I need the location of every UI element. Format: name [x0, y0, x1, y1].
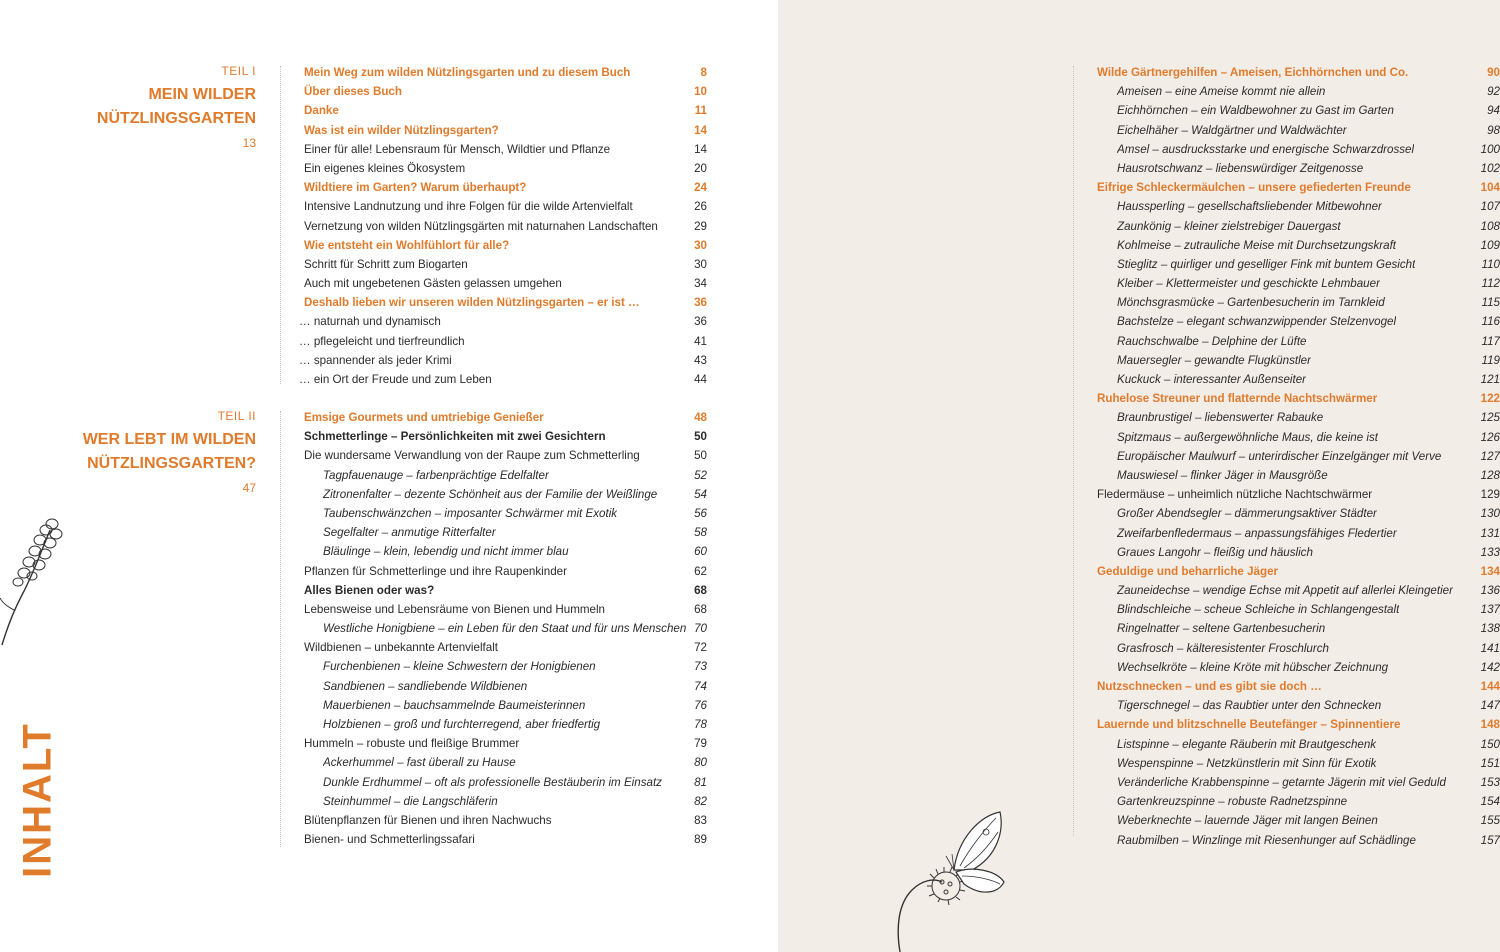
toc-entry-title: Was ist ein wilder Nützlingsgarten? [304, 123, 499, 137]
toc-entry [1097, 543, 1500, 562]
toc-entry [1097, 351, 1500, 370]
toc-entry-page: 102 [1480, 161, 1500, 175]
toc-entry-page: 62 [694, 564, 707, 578]
toc-entry-page: 81 [694, 775, 707, 789]
toc-entry [304, 773, 707, 792]
toc-entry-title: Stieglitz – quirliger und geselliger Fink mit buntem Gesicht [1117, 257, 1416, 271]
toc-entry-title: Mauswiesel – flinker Jäger in Mausgröße [1117, 468, 1328, 482]
toc-entry-page: 107 [1480, 200, 1500, 214]
toc-entry-title: Sandbienen – sandliebende Wildbienen [323, 679, 528, 693]
toc-entry [304, 236, 707, 255]
lupine-illustration-icon [0, 510, 70, 650]
divider-line [280, 66, 281, 384]
toc-entry [304, 274, 707, 293]
toc-entry-title: Hausrotschwanz – liebenswürdiger Zeitgenosse [1117, 161, 1364, 175]
toc-entry-page: 14 [694, 123, 707, 137]
toc-entry [304, 427, 707, 446]
toc-entry-title: Pflanzen für Schmetterlinge und ihre Raupenkinder [304, 564, 567, 578]
toc-entry-page: 133 [1480, 545, 1500, 559]
toc-entry-title: Zweifarbenfledermaus – anpassungsfähiges Fledertier [1117, 526, 1397, 540]
toc-entry [304, 811, 707, 830]
toc-entry-page: 121 [1480, 373, 1500, 386]
toc-entry-title: Kohlmeise – zutrauliche Meise mit Durchsetzungskraft [1117, 238, 1397, 252]
toc-entry [1097, 639, 1500, 658]
toc-entry [304, 217, 707, 236]
toc-entry-title: Zaunkönig – kleiner zielstrebiger Dauergast [1117, 219, 1341, 233]
toc-entry [1097, 370, 1500, 389]
toc-entry-page: 104 [1480, 181, 1500, 195]
toc-entry-page: 94 [1487, 104, 1500, 118]
part-2-heading [83, 409, 256, 495]
toc-entry [304, 830, 707, 849]
toc-entry [304, 466, 707, 485]
toc-entry [304, 677, 707, 696]
toc-entry-title: Graues Langohr – fleißig und häuslich [1117, 545, 1313, 559]
toc-entry-page: 131 [1480, 526, 1500, 540]
toc-entry-title: Wie entsteht ein Wohlfühlort für alle? [304, 238, 510, 252]
toc-entry [1097, 562, 1500, 581]
toc-entry-page: 68 [694, 583, 707, 597]
toc-entry [1097, 217, 1500, 236]
toc-entry-title: Mönchsgrasmücke – Gartenbesucherin im Tarnkleid [1117, 296, 1385, 310]
toc-entry-title: Wilde Gärtnergehilfen – Ameisen, Eichhörnchen und Co. [1097, 66, 1409, 79]
toc-entry-title: Haussperling – gesellschaftsliebender Mitbewohner [1117, 200, 1382, 214]
toc-entry [304, 197, 707, 216]
toc-entry-page: 134 [1480, 564, 1500, 578]
toc-entry-page: 127 [1480, 449, 1500, 463]
toc-entry-title: Kuckuck – interessanter Außenseiter [1117, 373, 1307, 386]
toc-entry [1097, 389, 1500, 408]
toc-entry [304, 523, 707, 542]
toc-entry-page: 76 [694, 698, 707, 712]
toc-entry [304, 82, 707, 101]
toc-part-2 [304, 408, 707, 849]
toc-entry-title: Blütenpflanzen für Bienen und ihren Nachwuchs [304, 813, 552, 827]
toc-entry-title: Holzbienen – groß und furchterregend, aber friedfertig [323, 718, 601, 731]
toc-entry [1097, 428, 1500, 447]
toc-entry-page: 150 [1480, 737, 1500, 751]
inhalt-title: INHALT [15, 722, 60, 878]
toc-entry-title: Listspinne – elegante Räuberin mit Brautgeschenk [1117, 737, 1377, 751]
toc-entry-page: 56 [694, 506, 707, 520]
toc-entry-page: 68 [694, 602, 707, 616]
toc-entry [304, 121, 707, 140]
toc-entry-title: Lauernde und blitzschnelle Beutefänger – Spinnentiere [1097, 718, 1401, 732]
toc-entry-page: 122 [1480, 392, 1500, 406]
toc-entry-title: Bienen- und Schmetterlingssafari [304, 833, 475, 847]
toc-entry [1097, 121, 1500, 140]
toc-entry-title: Amsel – ausdrucksstarke und energische Schwarzdrossel [1117, 142, 1415, 156]
toc-entry-title: Fledermäuse – unheimlich nützliche Nachtschwärmer [1097, 488, 1373, 502]
toc-entry [1097, 236, 1500, 255]
toc-entry-page: 83 [694, 813, 707, 827]
toc-entry [1097, 63, 1500, 82]
toc-entry-title: … pflegeleicht und tierfreundlich [299, 334, 465, 348]
toc-entry [1097, 197, 1500, 216]
toc-entry [304, 63, 707, 82]
toc-entry-title: Großer Abendsegler – dämmerungsaktiver Städter [1117, 507, 1377, 521]
toc-entry [1097, 524, 1500, 543]
toc-entry-page: 36 [694, 315, 707, 329]
toc-entry [304, 504, 707, 523]
toc-entry-title: Rauchschwalbe – Delphine der Lüfte [1117, 334, 1307, 348]
toc-entry-title: Mauerbienen – bauchsammelnde Baumeisterinnen [323, 698, 586, 712]
toc-entry-title: Schmetterlinge – Persönlichkeiten mit zwei Gesichtern [304, 430, 606, 444]
toc-entry [1097, 831, 1500, 850]
toc-entry [1097, 619, 1500, 638]
toc-entry [1097, 140, 1500, 159]
toc-entry [304, 178, 707, 197]
toc-entry [1097, 408, 1500, 427]
toc-entry-page: 34 [694, 277, 707, 291]
toc-entry [1097, 658, 1500, 677]
toc-entry-page: 70 [694, 622, 707, 636]
toc-entry-page: 117 [1481, 334, 1500, 348]
toc-entry-page: 11 [694, 104, 707, 118]
toc-entry-page: 147 [1480, 699, 1500, 713]
toc-entry-page: 10 [694, 85, 707, 99]
toc-entry-page: 119 [1481, 353, 1500, 367]
toc-entry-title: Tagpfauenauge – farbenprächtige Edelfalter [323, 468, 549, 482]
toc-entry-page: 50 [694, 449, 707, 463]
toc-entry-page: 151 [1480, 756, 1500, 770]
toc-entry-title: Blindschleiche – scheue Schleiche in Schlangengestalt [1117, 603, 1400, 617]
toc-entry [1097, 255, 1500, 274]
toc-entry [304, 600, 707, 619]
toc-entry-title: Mein Weg zum wilden Nützlingsgarten und zu diesem Buch [304, 66, 631, 79]
toc-entry-page: 128 [1480, 468, 1500, 482]
toc-entry-page: 129 [1480, 488, 1500, 502]
toc-entry-page: 98 [1487, 123, 1500, 137]
toc-entry [1097, 811, 1500, 830]
toc-entry-page: 125 [1480, 411, 1500, 425]
toc-entry [304, 408, 707, 427]
toc-entry-title: Wespenspinne – Netzkünstlerin mit Sinn für Exotik [1117, 756, 1377, 770]
toc-entry-page: 48 [694, 411, 707, 424]
toc-entry-page: 155 [1480, 814, 1500, 828]
toc-entry-title: Ein eigenes kleines Ökosystem [304, 161, 466, 175]
toc-entry [1097, 82, 1500, 101]
divider-line [280, 411, 281, 847]
toc-entry-page: 60 [694, 545, 707, 559]
toc-entry [1097, 773, 1500, 792]
toc-entry-page: 126 [1480, 430, 1500, 444]
toc-entry-page: 90 [1487, 66, 1500, 79]
toc-entry-title: Nutzschnecken – und es gibt sie doch … [1097, 680, 1322, 693]
toc-entry [304, 485, 707, 504]
toc-entry-title: Vernetzung von wilden Nützlingsgärten mit naturnahen Landschaften [304, 219, 658, 233]
toc-entry [1097, 600, 1500, 619]
toc-entry [1097, 101, 1500, 120]
toc-entry-page: 30 [694, 238, 707, 252]
toc-right-page [1097, 63, 1500, 850]
toc-entry-title: Danke [304, 104, 339, 118]
toc-entry [304, 638, 707, 657]
toc-entry [304, 542, 707, 561]
toc-entry [304, 293, 707, 312]
toc-entry-page: 79 [694, 737, 707, 751]
toc-entry-page: 54 [694, 487, 707, 501]
toc-entry-page: 24 [694, 181, 707, 195]
toc-entry [1097, 293, 1500, 312]
toc-entry-page: 153 [1480, 775, 1500, 789]
toc-entry-page: 72 [694, 641, 707, 655]
toc-entry [304, 255, 707, 274]
toc-entry-title: … spannender als jeder Krimi [299, 353, 452, 367]
toc-entry [304, 562, 707, 581]
toc-entry-title: Auch mit ungebetenen Gästen gelassen umgehen [304, 277, 562, 291]
toc-entry-title: Grasfrosch – kälteresistenter Froschlurch [1117, 641, 1329, 655]
toc-entry [1097, 485, 1500, 504]
toc-entry-title: Bachstelze – elegant schwanzwippender Stelzenvogel [1117, 315, 1397, 329]
toc-entry-title: Veränderliche Krabbenspinne – getarnte Jägerin mit viel Geduld [1117, 775, 1446, 789]
toc-entry [1097, 504, 1500, 523]
toc-entry [1097, 677, 1500, 696]
toc-entry-title: Braunbrustigel – liebenswerter Rabauke [1117, 411, 1324, 425]
toc-entry-title: Über dieses Buch [304, 85, 402, 99]
toc-entry-page: 137 [1480, 603, 1500, 617]
toc-entry-title: Wildtiere im Garten? Warum überhaupt? [304, 181, 527, 195]
part-1-label: TEIL I [221, 64, 256, 78]
toc-entry-page: 110 [1481, 257, 1500, 271]
toc-entry-title: Emsige Gourmets und umtriebige Genießer [304, 411, 544, 424]
toc-part-1 [299, 63, 707, 389]
toc-entry-title: Hummeln – robuste und fleißige Brummer [304, 737, 520, 751]
toc-entry-page: 52 [694, 468, 707, 482]
toc-entry [1097, 466, 1500, 485]
toc-entry [1097, 792, 1500, 811]
toc-entry-title: Segelfalter – anmutige Ritterfalter [323, 526, 496, 540]
toc-entry [1097, 274, 1500, 293]
toc-entry-page: 112 [1481, 277, 1500, 291]
toc-entry-title: Taubenschwänzchen – imposanter Schwärmer mit Exotik [323, 506, 618, 520]
toc-entry-title: … naturnah und dynamisch [299, 315, 441, 329]
toc-entry [299, 332, 707, 351]
toc-entry [1097, 696, 1500, 715]
toc-entry-title: Gartenkreuzspinne – robuste Radnetzspinne [1117, 795, 1348, 809]
toc-entry-title: Alles Bienen oder was? [304, 583, 435, 597]
toc-entry [304, 753, 707, 772]
toc-entry-page: 89 [694, 833, 707, 847]
toc-entry-title: Tigerschnegel – das Raubtier unter den Schnecken [1117, 699, 1382, 713]
toc-entry-page: 14 [694, 142, 707, 156]
part-1-heading [97, 64, 256, 150]
toc-entry-page: 44 [694, 373, 707, 386]
toc-entry-title: Raubmilben – Winzlinge mit Riesenhunger auf Schädlinge [1117, 833, 1416, 847]
toc-entry-page: 26 [694, 200, 707, 214]
toc-entry-page: 50 [694, 430, 707, 444]
toc-entry [304, 446, 707, 465]
toc-entry [304, 792, 707, 811]
toc-entry [299, 351, 707, 370]
toc-entry-title: Eifrige Schleckermäulchen – unsere gefiederten Freunde [1097, 181, 1411, 195]
toc-entry-title: Eichelhäher – Waldgärtner und Waldwächter [1117, 123, 1347, 137]
toc-entry-title: Spitzmaus – außergewöhnliche Maus, die keine ist [1117, 430, 1378, 444]
toc-entry-title: Europäischer Maulwurf – unterirdischer Einzelgänger mit Verve [1117, 449, 1442, 463]
toc-entry [1097, 332, 1500, 351]
toc-entry-page: 92 [1487, 85, 1500, 99]
toc-entry-title: Deshalb lieben wir unseren wilden Nützlingsgarten – er ist … [304, 296, 640, 310]
toc-entry-page: 130 [1480, 507, 1500, 521]
toc-entry-title: Weberknechte – lauernde Jäger mit langen Beinen [1117, 814, 1378, 828]
toc-entry-title: Einer für alle! Lebensraum für Mensch, Wildtier und Pflanze [304, 142, 611, 156]
toc-entry-page: 74 [694, 679, 707, 693]
toc-entry-page: 148 [1480, 718, 1500, 732]
toc-entry [304, 696, 707, 715]
butterfly-on-clover-illustration-icon [888, 808, 1013, 952]
toc-entry-title: Die wundersame Verwandlung von der Raupe zum Schmetterling [304, 449, 640, 463]
toc-entry-title: Westliche Honigbiene – ein Leben für den Staat und für uns Menschen [323, 622, 687, 636]
toc-entry [299, 312, 707, 331]
toc-entry-page: 157 [1480, 833, 1500, 847]
toc-entry [1097, 178, 1500, 197]
toc-entry-title: Ruhelose Streuner und flatternde Nachtschwärmer [1097, 392, 1378, 406]
toc-entry-title: … ein Ort der Freude und zum Leben [299, 373, 492, 386]
toc-entry-page: 8 [700, 66, 707, 79]
toc-entry-page: 41 [694, 334, 707, 348]
toc-entry-title: Dunkle Erdhummel – oft als professionelle Bestäuberin im Einsatz [323, 775, 662, 789]
toc-entry-title: Zitronenfalter – dezente Schönheit aus der Familie der Weißlinge [323, 487, 658, 501]
toc-entry [304, 715, 707, 734]
toc-entry-page: 73 [694, 660, 707, 674]
toc-entry [1097, 312, 1500, 331]
toc-entry-title: Ameisen – eine Ameise kommt nie allein [1117, 85, 1326, 99]
toc-entry-page: 30 [694, 257, 707, 271]
toc-entry-title: Intensive Landnutzung und ihre Folgen für die wilde Artenvielfalt [304, 200, 633, 214]
toc-entry [304, 619, 707, 638]
toc-entry-page: 109 [1480, 238, 1500, 252]
toc-entry [304, 581, 707, 600]
toc-entry [1097, 581, 1500, 600]
toc-entry [304, 101, 707, 120]
toc-entry-page: 108 [1480, 219, 1500, 233]
toc-entry [1097, 754, 1500, 773]
toc-entry [1097, 159, 1500, 178]
toc-entry-title: Mauersegler – gewandte Flugkünstler [1117, 353, 1311, 367]
toc-entry [304, 657, 707, 676]
toc-entry-title: Wechselkröte – kleine Kröte mit hübscher Zeichnung [1117, 660, 1389, 674]
toc-entry-title: Steinhummel – die Langschläferin [323, 794, 498, 808]
toc-entry-page: 138 [1480, 622, 1500, 636]
toc-entry-page: 20 [694, 161, 707, 175]
toc-entry-page: 144 [1480, 680, 1500, 693]
toc-entry [304, 734, 707, 753]
part-2-label: TEIL II [217, 409, 256, 423]
toc-entry-page: 36 [694, 296, 707, 310]
part-2-title: WER LEBT IM WILDEN NÜTZLINGSGARTEN? [82, 431, 256, 472]
toc-entry-page: 141 [1480, 641, 1500, 655]
toc-entry-page: 78 [694, 718, 707, 731]
toc-entry-title: Eichhörnchen – ein Waldbewohner zu Gast im Garten [1117, 104, 1394, 118]
toc-entry [304, 159, 707, 178]
toc-entry [1097, 715, 1500, 734]
toc-entry-page: 142 [1480, 660, 1500, 674]
toc-entry [1097, 735, 1500, 754]
divider-line [1073, 66, 1074, 836]
toc-entry-title: Ringelnatter – seltene Gartenbesucherin [1117, 622, 1326, 636]
toc-entry-title: Lebensweise und Lebensräume von Bienen und Hummeln [304, 602, 605, 616]
toc-entry-title: Schritt für Schritt zum Biogarten [304, 257, 468, 271]
toc-entry-page: 154 [1480, 795, 1500, 809]
toc-entry-page: 115 [1481, 296, 1500, 310]
toc-entry-page: 43 [694, 353, 707, 367]
toc-entry-page: 29 [694, 219, 707, 233]
toc-entry [304, 140, 707, 159]
toc-entry-title: Wildbienen – unbekannte Artenvielfalt [304, 641, 499, 655]
part-1-page: 13 [242, 136, 256, 150]
toc-entry-page: 80 [694, 756, 707, 770]
toc-entry-page: 58 [694, 526, 707, 540]
toc-entry-title: Kleiber – Klettermeister und geschickte Lehmbauer [1117, 277, 1380, 291]
toc-entry-title: Geduldige und beharrliche Jäger [1097, 564, 1279, 578]
part-2-page: 47 [242, 481, 256, 495]
toc-entry-title: Ackerhummel – fast überall zu Hause [323, 756, 516, 770]
toc-entry-title: Furchenbienen – kleine Schwestern der Honigbienen [323, 660, 596, 674]
part-1-title: MEIN WILDER NÜTZLINGSGARTEN [96, 86, 256, 127]
toc-entry-page: 116 [1481, 315, 1500, 329]
toc-entry [299, 370, 707, 389]
toc-entry [1097, 447, 1500, 466]
toc-entry-page: 100 [1480, 142, 1500, 156]
toc-entry-page: 136 [1480, 584, 1500, 598]
toc-entry-title: Bläulinge – klein, lebendig und nicht immer blau [323, 545, 569, 559]
toc-entry-title: Zauneidechse – wendige Echse mit Appetit auf allerlei Kleingetier [1117, 584, 1453, 598]
toc-entry-page: 82 [694, 794, 707, 808]
